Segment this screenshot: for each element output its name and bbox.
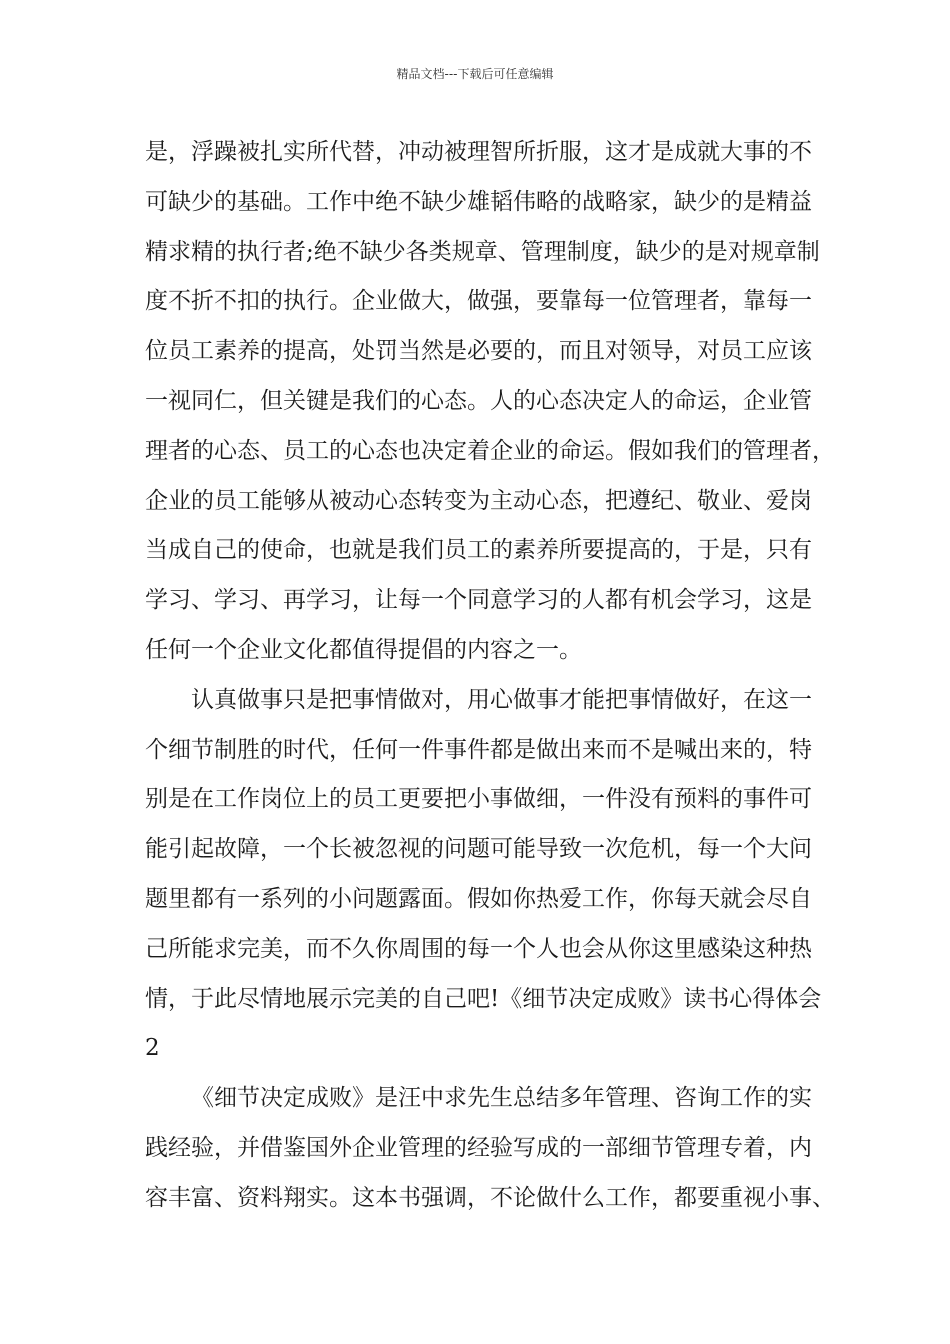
text-line: 情，于此尽情地展示完美的自己吧!《细节决定成败》读书心得体会 — [145, 985, 822, 1012]
text-line: 位员工素养的提高，处罚当然是必要的，而且对领导，对员工应该 — [145, 338, 812, 365]
text-line: 任何一个企业文化都值得提倡的内容之一。 — [145, 636, 582, 663]
text-line: 度不折不扣的执行。企业做大，做强，要靠每一位管理者，靠每一 — [145, 288, 812, 315]
text-line: 理者的心态、员工的心态也决定着企业的命运。假如我们的管理者， — [145, 437, 835, 464]
text-line: 是，浮躁被扎实所代替，冲动被理智所折服，这才是成就大事的不 — [145, 139, 812, 165]
text-line: 一视同仁，但关键是我们的心态。人的心态决定人的命运，企业管 — [145, 387, 812, 414]
paragraph-start-line: 认真做事只是把事情做对，用心做事才能把事情做好，在这一 — [191, 686, 812, 713]
paragraph-start-line: 《细节决定成败》是汪中求先生总结多年管理、咨询工作的实 — [191, 1085, 812, 1112]
text-line: 个细节制胜的时代，任何一件事件都是做出来而不是喊出来的，特 — [145, 736, 812, 763]
text-line: 己所能求完美，而不久你周围的每一个人也会从你这里感染这种热 — [145, 935, 812, 962]
text-line: 能引起故障，一个长被忽视的问题可能导致一次危机，每一个大问 — [145, 836, 812, 863]
text-line: 学习、学习、再学习，让每一个同意学习的人都有机会学习，这是 — [145, 587, 812, 614]
text-line: 精求精的执行者;绝不缺少各类规章、管理制度，缺少的是对规章制 — [145, 238, 820, 265]
text-line: 容丰富、资料翔实。这本书强调，不论做什么工作，都要重视小事、 — [145, 1184, 835, 1211]
document-body — [145, 132, 835, 1228]
page-header: 精品文档---下载后可任意编辑 — [396, 67, 554, 81]
text-line: 题里都有一系列的小问题露面。假如你热爱工作，你每天就会尽自 — [145, 885, 812, 912]
text-line: 践经验，并借鉴国外企业管理的经验写成的一部细节管理专着，内 — [145, 1134, 812, 1161]
text-line: 企业的员工能够从被动心态转变为主动心态，把遵纪、敬业、爱岗 — [145, 487, 812, 514]
text-line: 可缺少的基础。工作中绝不缺少雄韬伟略的战略家，缺少的是精益 — [145, 188, 812, 215]
text-line: 别是在工作岗位上的员工更要把小事做细，一件没有预料的事件可 — [145, 786, 812, 813]
text-line: 2 — [145, 1035, 160, 1062]
text-line: 当成自己的使命，也就是我们员工的素养所要提高的，于是，只有 — [145, 537, 812, 564]
